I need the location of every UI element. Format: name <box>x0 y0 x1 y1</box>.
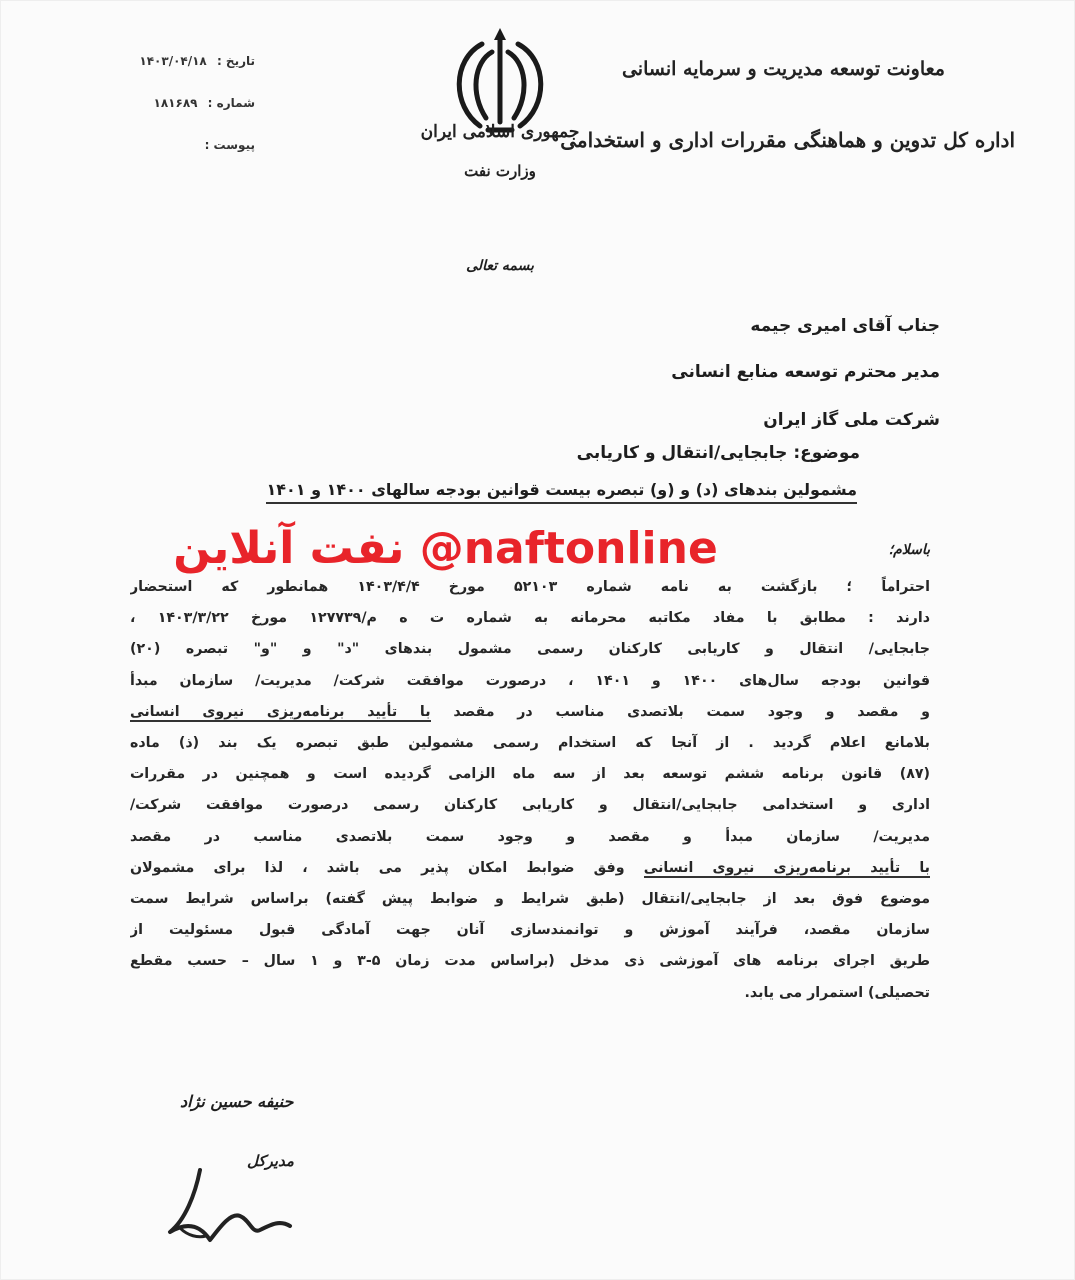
date-label: تاریخ : <box>216 54 255 68</box>
body-line <box>130 853 930 884</box>
underlined-text: با تأیید برنامه‌ریزی نیروی انسانی <box>130 703 431 720</box>
body-line: جابجایی/ انتقال و کاریابی کارکنان رسمی مشمول بندهای "د" و "و" تبصره (۲۰) <box>130 641 930 658</box>
body-line <box>130 697 930 728</box>
government-name: جمهوری اسلامی ایران <box>420 122 580 142</box>
handwritten-signature-icon <box>140 1150 310 1250</box>
subject-detail: مشمولین بندهای (د) و (و) تبصره بیست قوانین بودجه سالهای ۱۴۰۰ و ۱۴۰۱ <box>266 480 857 504</box>
body-line: (۸۷) قانون برنامه ششم توسعه بعد از سه ماه الزامی گردیده است و همچنین در مقررات <box>130 766 930 783</box>
date-value: ۱۴۰۳/۰۴/۱۸ <box>139 54 207 68</box>
body-line: موضوع فوق بعد از جابجایی/انتقال (طبق شرایط و ضوابط پیش گفته) براساس شرایط سمت <box>130 891 930 908</box>
body-line: تحصیلی) استمرار می یابد. <box>744 984 930 1001</box>
attachment-label: پیوست : <box>204 138 255 152</box>
number-value: ۱۸۱۶۸۹ <box>153 96 198 110</box>
body-text: و مقصد و وجود سمت بلاتصدی مناسب در مقصد <box>430 703 930 720</box>
date-field <box>80 54 255 68</box>
body-text: وفق ضوابط امکان پذیر می باشد ، لذا برای مشمولان <box>130 859 644 876</box>
signer-name: حنیفه حسین نژاد <box>180 1092 294 1111</box>
body-line: قوانین بودجه سال‌های ۱۴۰۰ و ۱۴۰۱ ، درصورت موافقت شرکت/ مدیریت/ سازمان مبدأ <box>130 672 930 689</box>
attachment-field <box>80 138 255 152</box>
body-line: طریق اجرای برنامه های آموزشی ذی مدخل (براساس مدت زمان ۵-۳ و ۱ سال – حسب مقطع <box>130 953 930 970</box>
watermark-text: نفت آنلاین @naftonline <box>173 523 718 574</box>
bismillah: بسمه تعالی <box>466 258 534 274</box>
deputy-title: معاونت توسعه مدیریت و سرمایه انسانی <box>621 58 945 80</box>
body-line: بلامانع اعلام گردید . از آنجا که استخدام رسمی مشمولین طبق تبصره یک بند (ذ) ماده <box>130 735 930 752</box>
body-line: مدیریت/ سازمان مبدأ و مقصد و وجود سمت بلاتصدی مناسب در مقصد <box>130 828 930 845</box>
body-line: اداری و استخدامی جابجایی/انتقال و کاریابی کارکنان رسمی درصورت موافقت شرکت/ <box>130 797 930 814</box>
recipient-company: شرکت ملی گاز ایران <box>763 410 940 430</box>
body-line: احتراماً ؛ بازگشت به نامه شماره ۵۲۱۰۳ مورخ ۱۴۰۳/۴/۴ همانطور که استحضار <box>130 579 930 595</box>
recipient-position: مدیر محترم توسعه منابع انسانی <box>671 362 940 382</box>
underlined-text: با تأیید برنامه‌ریزی نیروی انسانی <box>643 859 930 876</box>
recipient-name: جناب آقای امیری جیمه <box>750 316 940 336</box>
number-label: شماره : <box>207 96 255 110</box>
ministry-name: وزارت نفت <box>464 162 536 180</box>
body-line: سازمان مقصد، فرآیند آموزش و توانمندسازی آنان جهت آمادگی قبول مسئولیت از <box>130 922 930 939</box>
body-line: دارند : مطابق با مفاد مکاتبه محرمانه به شماره ت ه م/۱۲۷۷۳۹ مورخ ۱۴۰۳/۳/۲۲ ، <box>130 610 930 627</box>
signer-title: مدیرکل <box>247 1152 294 1170</box>
department-title: اداره کل تدوین و هماهنگی مقررات اداری و استخدامی <box>560 128 1015 152</box>
greeting: باسلام؛ <box>888 542 930 558</box>
letter-body <box>130 572 930 1009</box>
number-field <box>80 96 255 110</box>
subject-line: موضوع: جابجایی/انتقال و کاریابی <box>576 443 860 463</box>
